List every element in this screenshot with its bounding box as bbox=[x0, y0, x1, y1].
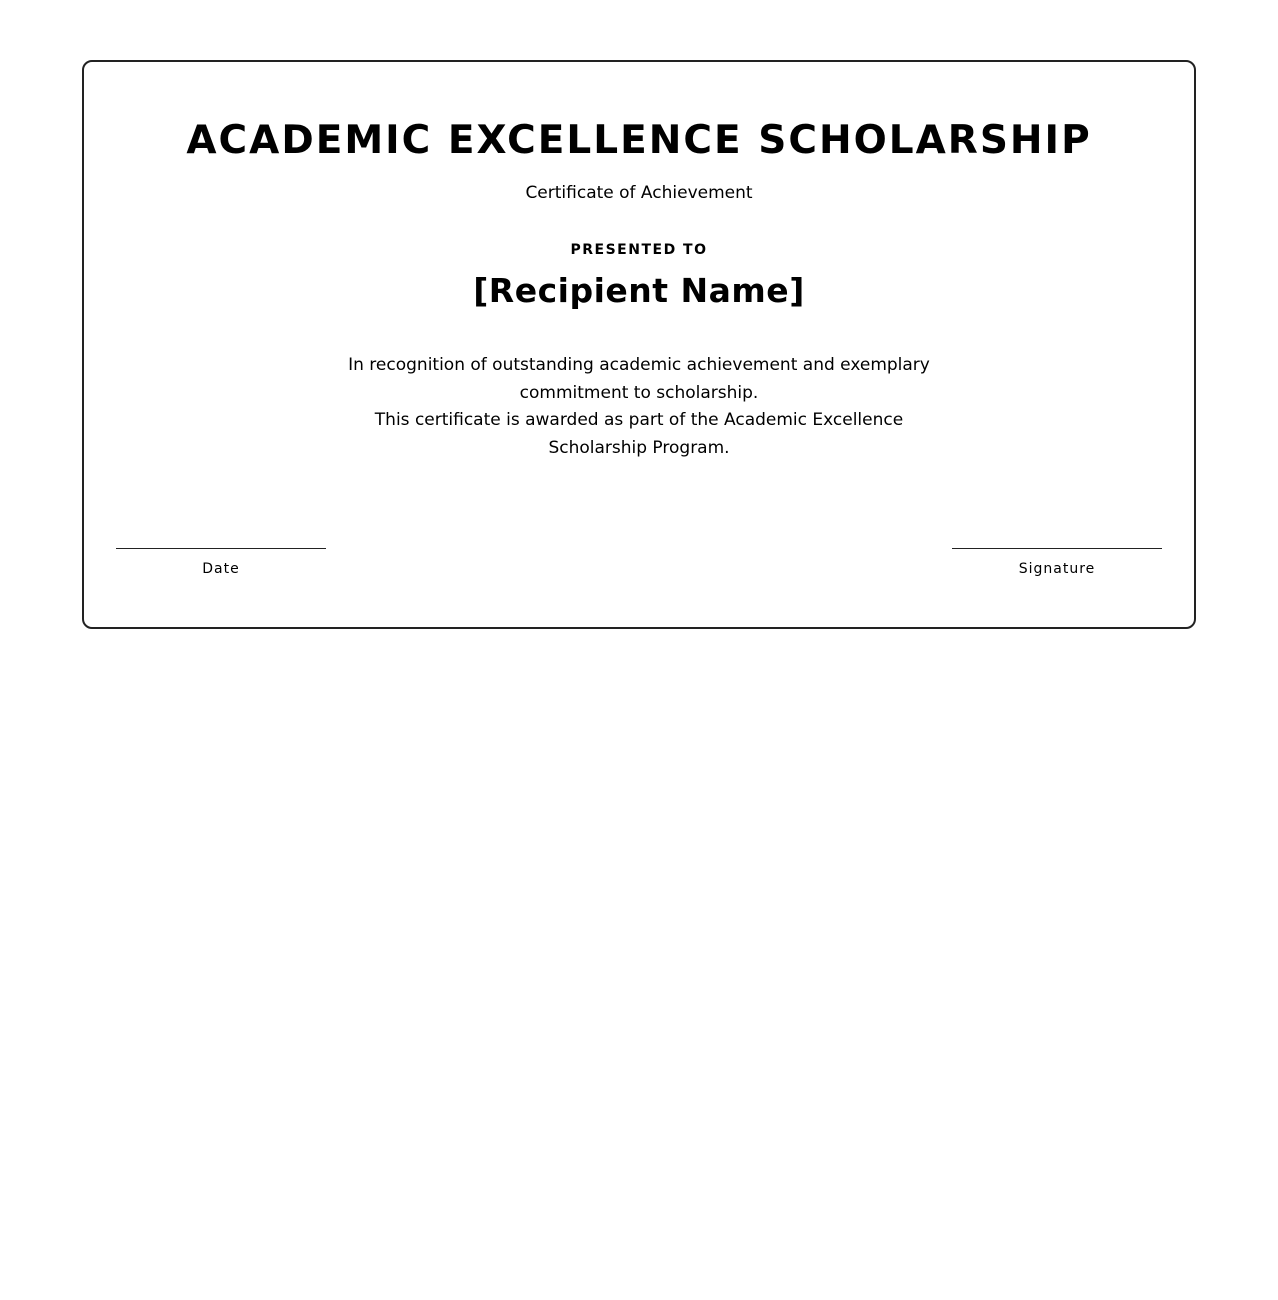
certificate-body bbox=[334, 352, 944, 462]
certificate-card bbox=[82, 60, 1196, 629]
signature-label: Signature bbox=[1018, 561, 1096, 577]
certificate-subtitle: Certificate of Achievement bbox=[525, 183, 753, 203]
signature-line bbox=[952, 548, 1162, 549]
body-paragraph-program: This certificate is awarded as part of the Academic Excellence Scholarship Program. bbox=[374, 410, 904, 458]
recipient-name: [Recipient Name] bbox=[473, 271, 805, 310]
date-line bbox=[116, 548, 326, 549]
signature-block bbox=[952, 548, 1162, 578]
body-paragraph-recognition: In recognition of outstanding academic achievement and exemplary commitment to scholarship. bbox=[348, 355, 930, 403]
presented-to-label: PRESENTED TO bbox=[570, 242, 708, 258]
date-label: Date bbox=[202, 561, 240, 577]
date-block bbox=[116, 548, 326, 578]
certificate-title: ACADEMIC EXCELLENCE SCHOLARSHIP bbox=[186, 118, 1092, 163]
